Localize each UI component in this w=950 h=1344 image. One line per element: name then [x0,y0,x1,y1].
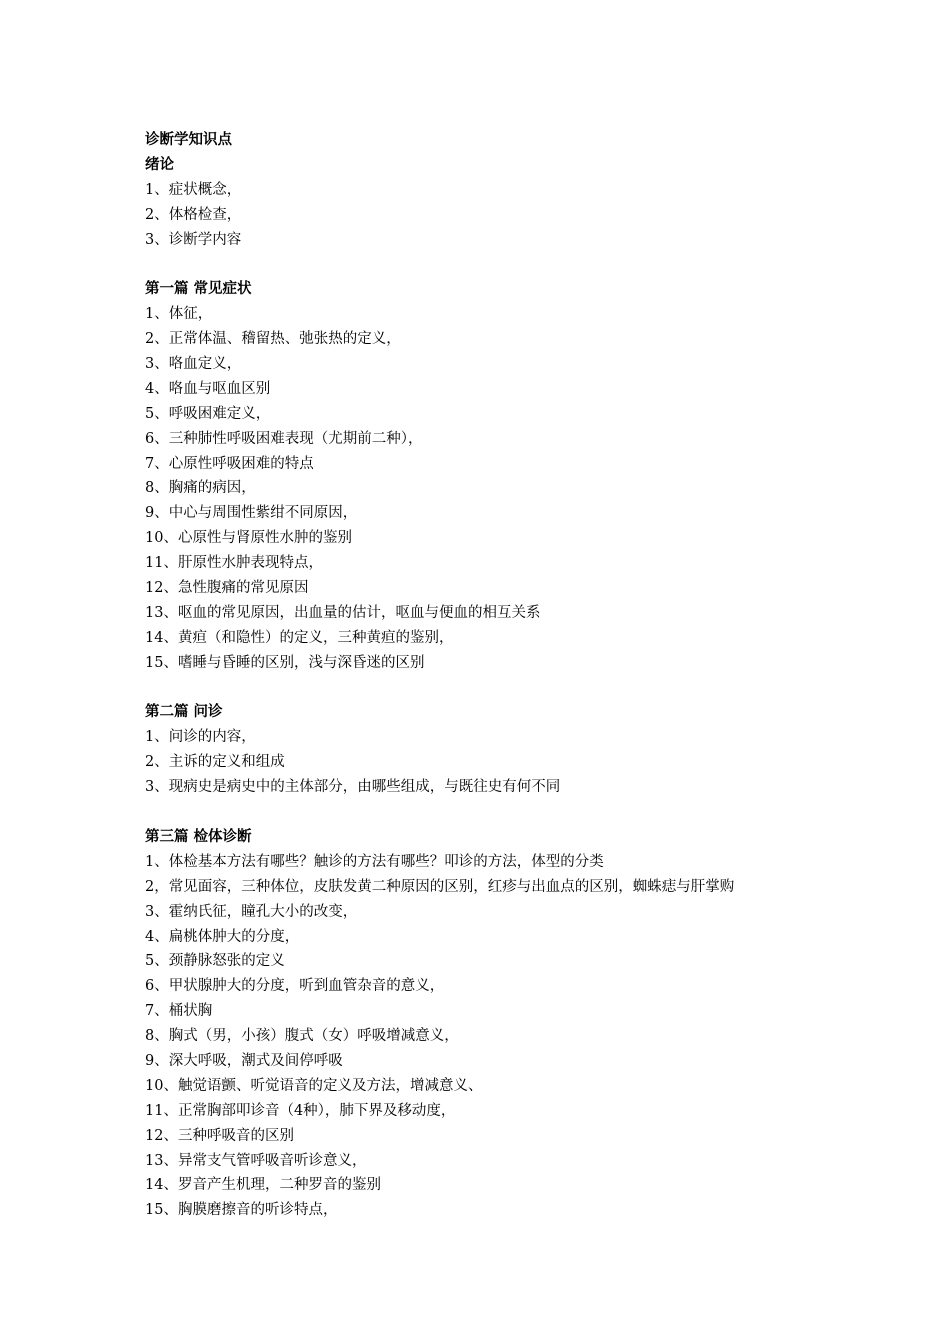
list-item: 7、心原性呼吸困难的特点 [145,455,314,472]
list-item: 14、罗音产生机理，二种罗音的鉴别 [145,1177,381,1194]
list-item: 3、咯血定义， [145,356,242,373]
list-item: 2、体格检查， [145,206,242,223]
list-item: 8、胸痛的病因， [145,480,256,497]
list-item: 10、心原性与肾原性水肿的鉴别 [145,530,352,547]
list-item: 15、胸膜磨擦音的听诊特点， [145,1202,338,1219]
list-item: 8、胸式（男，小孩）腹式（女）呼吸增减意义， [145,1028,459,1045]
list-item: 15、嗜睡与昏睡的区别，浅与深昏迷的区别 [145,654,425,671]
list-item: 3、霍纳氏征，瞳孔大小的改变， [145,903,358,920]
list-item: 9、深大呼吸，潮式及间停呼吸 [145,1052,343,1069]
list-item: 12、三种呼吸音的区别 [145,1127,294,1144]
list-item: 3、诊断学内容 [145,231,242,248]
list-item: 1、体征， [145,306,213,323]
list-item: 1、问诊的内容， [145,729,256,746]
list-item: 10、触觉语颤、听觉语音的定义及方法，增减意义、 [145,1077,483,1094]
list-item: 13、异常支气管呼吸音听诊意义， [145,1152,367,1169]
list-item: 13、呕血的常见原因，出血量的估计，呕血与便血的相互关系 [145,604,541,621]
list-item: 11、正常胸部叩诊音（4种），肺下界及移动度， [145,1102,456,1119]
section-spacer [145,676,845,701]
section-heading: 第三篇 检体诊断 [145,828,252,845]
list-item: 2，常见面容，三种体位，皮肤发黄二种原因的区别，红疹与出血点的区别，蜘蛛痣与肝掌购 [145,878,735,895]
list-item: 2、主诉的定义和组成 [145,754,285,771]
list-item: 6、甲状腺肿大的分度，听到血管杂音的意义， [145,978,445,995]
section-heading: 第二篇 问诊 [145,704,223,721]
document-title: 诊断学知识点 [145,132,232,148]
list-item: 14、黄疸（和隐性）的定义，三种黄疸的鉴别， [145,629,454,646]
document-body [145,128,845,1223]
list-item: 1、体检基本方法有哪些？触诊的方法有哪些？叩诊的方法，体型的分类 [145,853,604,870]
section-heading: 绪论 [145,156,174,173]
list-item: 12、急性腹痛的常见原因 [145,580,309,597]
list-item: 7、桶状胸 [145,1003,213,1020]
list-item: 11、肝原性水肿表现特点， [145,555,323,572]
list-item: 3、现病史是病史中的主体部分，由哪些组成，与既往史有何不同 [145,779,561,796]
list-item: 5、颈静脉怒张的定义 [145,953,285,970]
list-item: 9、中心与周围性紫绀不同原因， [145,505,358,522]
list-item: 4、扁桃体肿大的分度， [145,928,300,945]
section-spacer [145,800,845,825]
list-item: 4、咯血与呕血区别 [145,380,271,397]
list-item: 5、呼吸困难定义， [145,405,271,422]
section-spacer [145,252,845,277]
list-item: 2、正常体温、稽留热、弛张热的定义， [145,331,401,348]
section-heading: 第一篇 常见症状 [145,281,252,298]
list-item: 6、三种肺性呼吸困难表现（尤期前二种）， [145,430,423,447]
list-item: 1、症状概念， [145,181,242,198]
